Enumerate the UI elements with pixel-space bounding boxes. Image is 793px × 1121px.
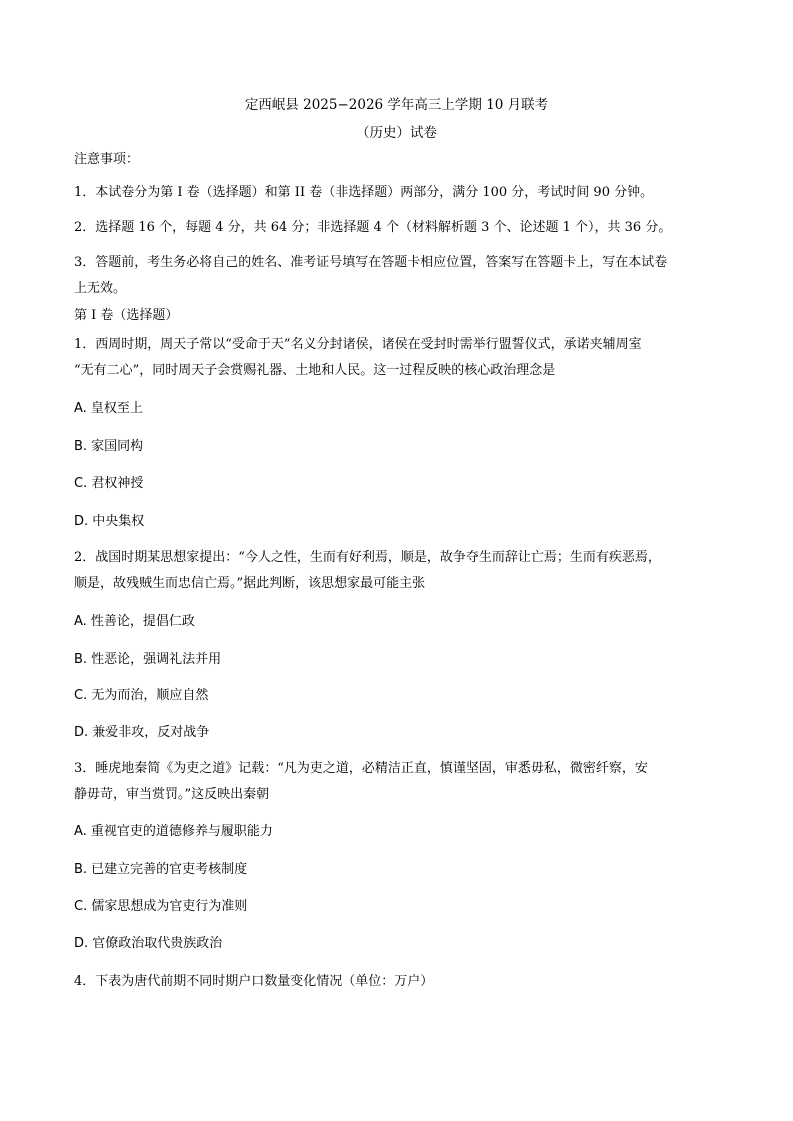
note-item-2: 2．选择题 16 个，每题 4 分，共 64 分；非选择题 4 个（材料解析题 3 个、论述题 1 个），共 36 分。: [74, 220, 672, 235]
notes-heading: 注意事项：: [74, 152, 140, 167]
question-2-option-d: D. 兼爱非攻，反对战争: [74, 725, 210, 740]
question-3-line-1: 3．睡虎地秦简《为吏之道》记载：“凡为吏之道，必精洁正直，慎谨坚固，审悉毋私，微密纤察，安: [74, 761, 648, 776]
question-3-option-a: A. 重视官吏的道德修养与履职能力: [74, 824, 273, 839]
question-4-line-1: 4．下表为唐代前期不同时期户口数量变化情况（单位：万户）: [74, 974, 434, 989]
question-3-option-c: C. 儒家思想成为官吏行为准则: [74, 899, 248, 914]
question-1-option-c: C. 君权神授: [74, 476, 144, 491]
note-item-1: 1．本试卷分为第 I 卷（选择题）和第 II 卷（非选择题）两部分，满分 100 分，考试时间 90 分钟。: [74, 185, 654, 200]
note-item-3-line-2: 上无效。: [74, 281, 127, 296]
note-item-3-line-1: 3．答题前，考生务必将自己的姓名、准考证号填写在答题卡相应位置，答案写在答题卡上，写在本试卷: [74, 255, 668, 270]
section-heading: 第 I 卷（选择题）: [74, 308, 179, 323]
exam-title: 定西岷县 2025−2026 学年高三上学期 10 月联考: [244, 97, 549, 113]
question-3-option-d: D. 官僚政治取代贵族政治: [74, 936, 223, 951]
question-2-line-1: 2．战国时期某思想家提出：“今人之性，生而有好利焉，顺是，故争夺生而辞让亡焉；生而有疾恶焉，: [74, 550, 661, 565]
question-1-line-2: “无有二心”，同时周天子会赏赐礼器、土地和人民。这一过程反映的核心政治理念是: [74, 363, 556, 378]
question-1-line-1: 1．西周时期，周天子常以“受命于天”名义分封诸侯，诸侯在受封时需举行盟誓仪式，承诺夹辅周室: [74, 337, 642, 352]
question-1-option-b: B. 家国同构: [74, 439, 144, 454]
question-1-option-d: D. 中央集权: [74, 514, 145, 529]
exam-subtitle: （历史）试卷: [356, 125, 437, 141]
question-2-option-a: A. 性善论，提倡仁政: [74, 614, 195, 629]
question-3-line-2: 静毋苛，审当赏罚。”这反映出秦朝: [74, 787, 270, 802]
question-2-option-c: C. 无为而治，顺应自然: [74, 688, 209, 703]
question-1-option-a: A. 皇权至上: [74, 401, 143, 416]
question-2-option-b: B. 性恶论，强调礼法并用: [74, 652, 222, 667]
question-3-option-b: B. 已建立完善的官吏考核制度: [74, 862, 248, 877]
question-2-line-2: 顺是，故残贼生而忠信亡焉。”据此判断，该思想家最可能主张: [74, 576, 426, 591]
